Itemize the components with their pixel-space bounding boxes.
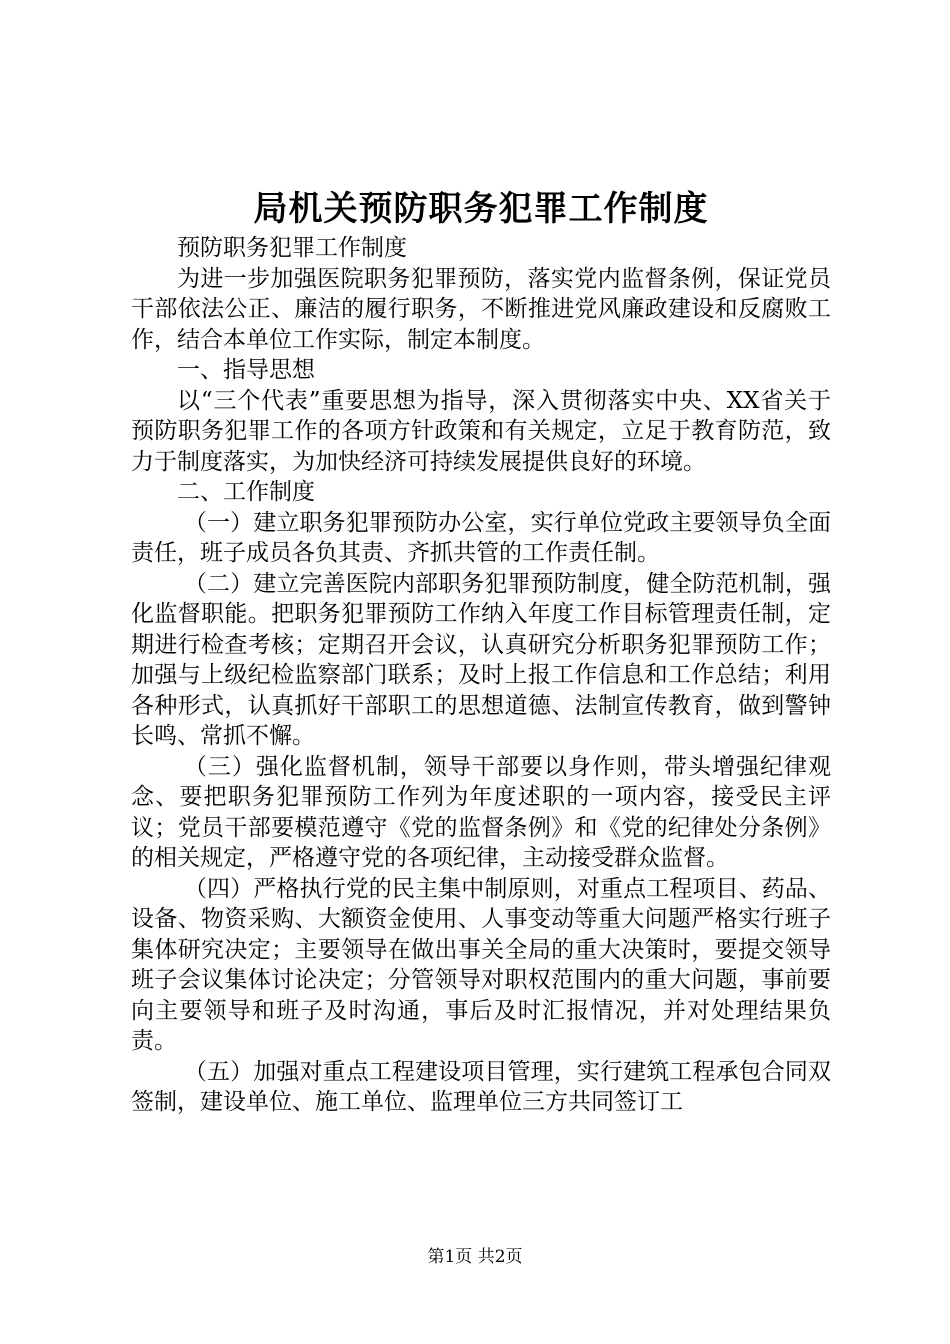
paragraph-item-4: （四）严格执行党的民主集中制原则，对重点工程项目、药品、设备、物资采购、大额资金使用、人事变动等重大问题严格实行班子集体研究决定；主要领导在做出事关全局的重大决策时，要提交领导班子会议集体讨论决定；分管领导对职权范围内的重大问题，事前要向主要领导和班子及时沟通，事后及时汇报情况，并对处理结果负责。 [131,875,831,1054]
heading-guiding-thought: 一、指导思想 [177,357,315,383]
paragraph-guiding-thought: 以“三个代表”重要思想为指导，深入贯彻落实中央、XX省关于预防职务犯罪工作的各项方针政策和有关规定，立足于教育防范，致力于制度落实，为加快经济可持续发展提供良好的环境。 [131,387,831,475]
paragraph-item-2: （二）建立完善医院内部职务犯罪预防制度，健全防范机制，强化监督职能。把职务犯罪预防工作纳入年度工作目标管理责任制，定期进行检查考核；定期召开会议，认真研究分析职务犯罪预防工作；加强与上级纪检监察部门联系；及时上报工作信息和工作总结；利用各种形式，认真抓好干部职工的思想道德、法制宣传教育，做到警钟长鸣、常抓不懈。 [131,570,831,749]
paragraph-item-5: （五）加强对重点工程建设项目管理，实行建筑工程承包合同双签制，建设单位、施工单位、监理单位三方共同签订工 [131,1058,831,1115]
paragraph-subtitle: 预防职务犯罪工作制度 [177,235,407,261]
heading-work-system: 二、工作制度 [177,479,315,505]
paragraph-intro: 为进一步加强医院职务犯罪预防，落实党内监督条例，保证党员干部依法公正、廉洁的履行职务，不断推进党风廉政建设和反腐败工作，结合本单位工作实际，制定本制度。 [131,265,831,353]
paragraph-item-1: （一）建立职务犯罪预防办公室，实行单位党政主要领导负全面责任，班子成员各负其责、齐抓共管的工作责任制。 [131,509,831,566]
paragraph-item-3: （三）强化监督机制，领导干部要以身作则，带头增强纪律观念、要把职务犯罪预防工作列为年度述职的一项内容，接受民主评议；党员干部要模范遵守《党的监督条例》和《党的纪律处分条例》的相关规定，严格遵守党的各项纪律，主动接受群众监督。 [131,753,831,871]
page-footer: 第1页 共2页 [427,1247,523,1267]
document-body [131,233,831,1118]
document-title: 局机关预防职务犯罪工作制度 [253,189,709,229]
